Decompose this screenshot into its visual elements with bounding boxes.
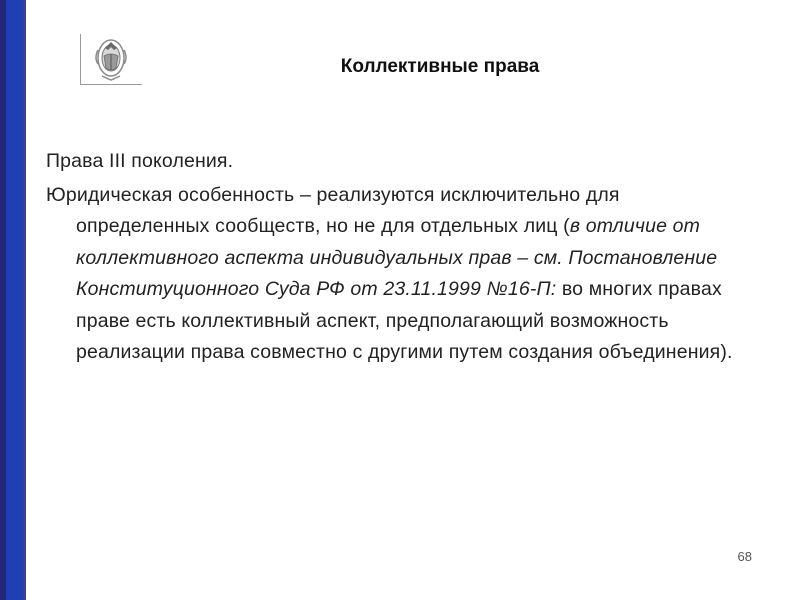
paragraph-text-start: Юридическая особенность – реализуются исключительно для определенных сообществ, но не для отдельных лиц ( (46, 183, 620, 237)
paragraph-generation: Права III поколения. (46, 150, 234, 172)
paragraph-legal-feature (46, 180, 756, 369)
logo-divider-horizontal (80, 84, 142, 85)
court-emblem-icon (80, 34, 142, 84)
sidebar-edge-line (23, 0, 26, 600)
paragraph-text-end: во многих правах праве есть коллективный аспект, предполагающий возможность реализации права совместно с другими путем создания объединения). (76, 278, 733, 363)
sidebar-blue-stripe (6, 0, 23, 600)
slide-title: Коллективные права (340, 56, 540, 77)
paragraph-italic-reference: в отличие от коллективного аспекта индивидуальных прав – см. Постановление Конституционного Суда РФ от 23.11.1999 №16-П: (76, 215, 718, 300)
page-number: 68 (737, 549, 752, 564)
slide-body (46, 146, 756, 369)
